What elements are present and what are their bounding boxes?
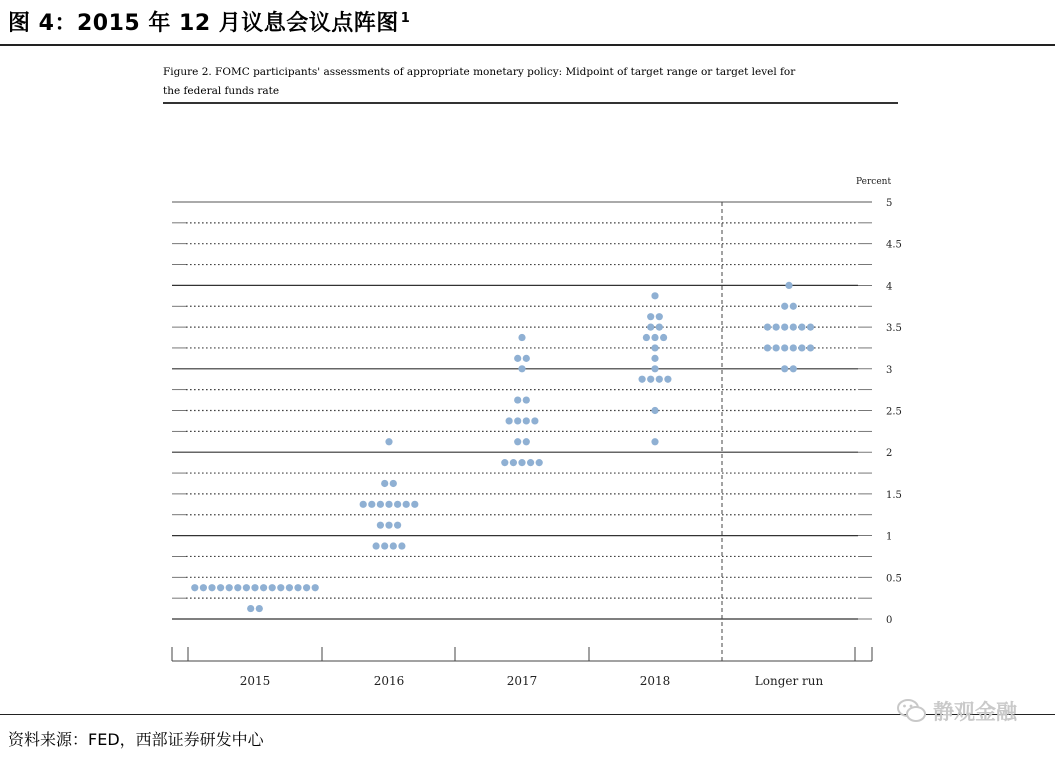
- participant-dot: [523, 417, 530, 424]
- participant-dot: [256, 605, 263, 612]
- participant-dot: [651, 344, 658, 351]
- participant-dot: [647, 313, 654, 320]
- source-note: 资料来源：FED，西部证券研发中心: [8, 730, 264, 749]
- wechat-icon: [897, 698, 927, 724]
- participant-dot: [377, 522, 384, 529]
- x-category-label: 2018: [639, 674, 671, 688]
- participant-dot: [403, 501, 410, 508]
- participant-dot: [394, 522, 401, 529]
- participant-dot: [527, 459, 534, 466]
- participant-dot: [773, 324, 780, 331]
- participant-dot: [664, 376, 671, 383]
- participant-dot: [385, 522, 392, 529]
- participant-dot: [785, 282, 792, 289]
- participant-dot: [251, 584, 258, 591]
- participant-dot: [523, 355, 530, 362]
- participant-dot: [536, 459, 543, 466]
- participant-dot: [651, 292, 658, 299]
- participant-dot: [790, 324, 797, 331]
- page-title-text: 图 4：2015 年 12 月议息会议点阵图: [8, 11, 399, 36]
- participant-dot: [200, 584, 207, 591]
- participant-dot: [385, 501, 392, 508]
- participant-dot: [377, 501, 384, 508]
- participant-dot: [390, 542, 397, 549]
- participant-dot: [243, 584, 250, 591]
- participant-dot: [269, 584, 276, 591]
- participant-dot: [781, 344, 788, 351]
- participant-dot: [523, 438, 530, 445]
- participant-dot: [764, 344, 771, 351]
- participant-dot: [277, 584, 284, 591]
- participant-dot: [643, 334, 650, 341]
- participant-dot: [381, 542, 388, 549]
- participant-dot: [411, 501, 418, 508]
- participant-dot: [790, 365, 797, 372]
- y-tick-label: 2: [886, 448, 893, 460]
- participant-dot: [514, 417, 521, 424]
- figure-caption-line-2: the federal funds rate: [163, 85, 280, 97]
- participant-dot: [518, 334, 525, 341]
- participant-dot: [303, 584, 310, 591]
- participant-dot: [510, 459, 517, 466]
- participant-dot: [790, 303, 797, 310]
- participant-dot: [651, 365, 658, 372]
- participant-dot: [647, 324, 654, 331]
- watermark: [897, 696, 1017, 726]
- participant-dot: [381, 480, 388, 487]
- participant-dot: [294, 584, 301, 591]
- participant-dot: [208, 584, 215, 591]
- participant-dot: [651, 355, 658, 362]
- participant-dot: [651, 334, 658, 341]
- x-category-label: 2016: [373, 674, 405, 688]
- y-tick-label: 2.5: [886, 406, 902, 418]
- participant-dot: [368, 501, 375, 508]
- participant-dot: [790, 344, 797, 351]
- y-tick-label: 3: [886, 364, 893, 376]
- y-tick-label: 0.5: [886, 573, 902, 585]
- participant-dot: [217, 584, 224, 591]
- participant-dot: [660, 334, 667, 341]
- participant-dot: [360, 501, 367, 508]
- y-tick-label: 1.5: [886, 489, 902, 501]
- watermark-text: 静观金融: [933, 700, 1017, 724]
- participant-dot: [226, 584, 233, 591]
- participant-dot: [647, 376, 654, 383]
- participant-dot: [518, 459, 525, 466]
- x-category-label: Longer run: [754, 674, 824, 688]
- y-tick-label: 4.5: [886, 239, 902, 251]
- x-category-label: 2017: [506, 674, 538, 688]
- participant-dot: [773, 344, 780, 351]
- participant-dot: [781, 303, 788, 310]
- participant-dot: [781, 365, 788, 372]
- figure-caption-line-1: Figure 2. FOMC participants' assessments of appropriate monetary policy: Midpoint of target range or target level for: [163, 66, 796, 78]
- participant-dot: [523, 396, 530, 403]
- participant-dot: [807, 324, 814, 331]
- participant-dot: [373, 542, 380, 549]
- participant-dot: [398, 542, 405, 549]
- participant-dot: [656, 376, 663, 383]
- y-axis-unit-label: Percent: [856, 177, 892, 187]
- participant-dot: [501, 459, 508, 466]
- participant-dot: [807, 344, 814, 351]
- participant-dot: [651, 438, 658, 445]
- participant-dot: [518, 365, 525, 372]
- participant-dot: [247, 605, 254, 612]
- participant-dot: [506, 417, 513, 424]
- participant-dot: [260, 584, 267, 591]
- participant-dot: [651, 407, 658, 414]
- participant-dot: [531, 417, 538, 424]
- y-tick-label: 1: [886, 531, 893, 543]
- participant-dot: [312, 584, 319, 591]
- y-tick-label: 4: [886, 281, 893, 293]
- participant-dot: [781, 324, 788, 331]
- participant-dot: [639, 376, 646, 383]
- participant-dot: [514, 438, 521, 445]
- y-tick-label: 3.5: [886, 323, 902, 335]
- participant-dot: [764, 324, 771, 331]
- participant-dot: [798, 324, 805, 331]
- participant-dot: [514, 396, 521, 403]
- footnote-mark: 1: [400, 10, 411, 26]
- x-category-label: 2015: [239, 674, 271, 688]
- participant-dot: [394, 501, 401, 508]
- y-tick-label: 0: [886, 615, 893, 626]
- participant-dot: [390, 480, 397, 487]
- participant-dot: [385, 438, 392, 445]
- participant-dot: [798, 344, 805, 351]
- y-tick-label: 5: [886, 198, 893, 209]
- participant-dot: [656, 324, 663, 331]
- participant-dot: [191, 584, 198, 591]
- participant-dot: [286, 584, 293, 591]
- participant-dot: [514, 355, 521, 362]
- participant-dot: [234, 584, 241, 591]
- participant-dot: [656, 313, 663, 320]
